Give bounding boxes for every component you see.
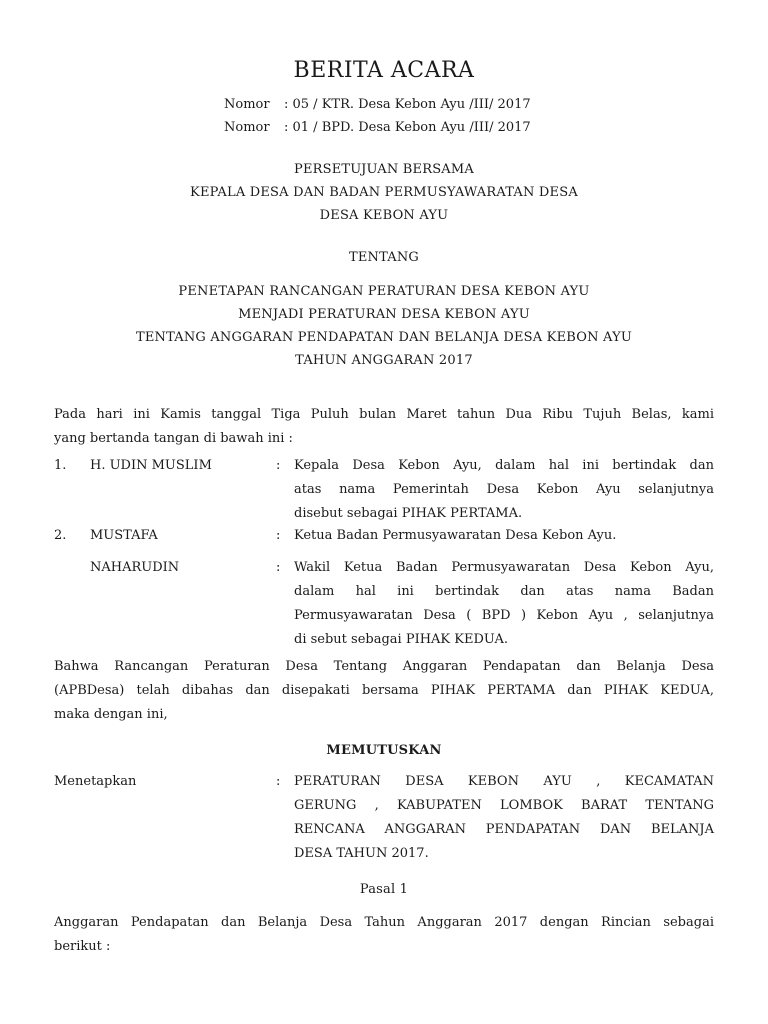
- description-line: PERATURAN DESA KEBON AYU , KECAMATAN: [294, 774, 714, 789]
- topic-line: TAHUN ANGGARAN 2017: [295, 353, 473, 368]
- decision-label: Menetapkan: [54, 774, 137, 789]
- description-line: Kepala Desa Kebon Ayu, dalam hal ini bertindak dan: [294, 458, 714, 473]
- party-description: [294, 454, 714, 526]
- description-line: atas nama Pemerintah Desa Kebon Ayu selanjutnya: [294, 482, 714, 497]
- party-description: [294, 524, 714, 548]
- nomor-value: : 01 / BPD. Desa Kebon Ayu /III/ 2017: [284, 120, 531, 135]
- topic-line: MENJADI PERATURAN DESA KEBON AYU: [238, 307, 530, 322]
- tentang-heading: TENTANG: [348, 250, 420, 265]
- description-line: di sebut sebagai PIHAK KEDUA.: [294, 632, 508, 647]
- nomor-value: : 05 / KTR. Desa Kebon Ayu /III/ 2017: [284, 97, 531, 112]
- paragraph-line: berikut :: [54, 939, 111, 954]
- statement-paragraph: [54, 655, 714, 727]
- pasal-paragraph: [54, 911, 714, 959]
- description-line: RENCANA ANGGARAN PENDAPATAN DAN BELANJA: [294, 822, 714, 837]
- paragraph-line: yang bertanda tangan di bawah ini :: [54, 431, 293, 446]
- nomor-label: Nomor: [224, 120, 270, 135]
- opening-paragraph: [54, 403, 714, 451]
- topic-line: PENETAPAN RANCANGAN PERATURAN DESA KEBON AYU: [178, 284, 590, 299]
- description-line: Wakil Ketua Badan Permusyawaratan Desa Kebon Ayu,: [294, 560, 714, 575]
- party-name: H. UDIN MUSLIM: [90, 458, 212, 473]
- description-line: DESA TAHUN 2017.: [294, 846, 429, 861]
- decision-colon: :: [276, 774, 281, 789]
- party-number: 2.: [54, 528, 67, 543]
- document-title: BERITA ACARA: [293, 58, 475, 83]
- party-colon: :: [276, 458, 281, 473]
- subject-line: PERSETUJUAN BERSAMA: [294, 162, 474, 177]
- party-number: 1.: [54, 458, 67, 473]
- party-colon: :: [276, 528, 281, 543]
- topic-line: TENTANG ANGGARAN PENDAPATAN DAN BELANJA DESA KEBON AYU: [135, 330, 633, 345]
- decision-heading: MEMUTUSKAN: [326, 743, 442, 758]
- decision-description: [294, 770, 714, 866]
- party-name: MUSTAFA: [90, 528, 158, 543]
- description-line: dalam hal ini bertindak dan atas nama Badan: [294, 584, 714, 599]
- party-colon: :: [276, 560, 281, 575]
- subject-line: DESA KEBON AYU: [319, 208, 449, 223]
- nomor-label: Nomor: [224, 97, 270, 112]
- paragraph-line: maka dengan ini,: [54, 707, 168, 722]
- paragraph-line: Anggaran Pendapatan dan Belanja Desa Tahun Anggaran 2017 dengan Rincian sebagai: [54, 915, 714, 930]
- subject-line: KEPALA DESA DAN BADAN PERMUSYAWARATAN DESA: [190, 185, 578, 200]
- description-line: Ketua Badan Permusyawaratan Desa Kebon Ayu.: [294, 528, 617, 543]
- paragraph-line: Bahwa Rancangan Peraturan Desa Tentang Anggaran Pendapatan dan Belanja Desa: [54, 659, 714, 674]
- description-line: Permusyawaratan Desa ( BPD ) Kebon Ayu , selanjutnya: [294, 608, 714, 623]
- pasal-heading: Pasal 1: [359, 882, 409, 897]
- description-line: GERUNG , KABUPATEN LOMBOK BARAT TENTANG: [294, 798, 714, 813]
- party-description: [294, 556, 714, 652]
- paragraph-line: (APBDesa) telah dibahas dan disepakati bersama PIHAK PERTAMA dan PIHAK KEDUA,: [54, 683, 714, 698]
- paragraph-line: Pada hari ini Kamis tanggal Tiga Puluh bulan Maret tahun Dua Ribu Tujuh Belas, kami: [54, 407, 714, 422]
- description-line: disebut sebagai PIHAK PERTAMA.: [294, 506, 523, 521]
- party-name: NAHARUDIN: [90, 560, 180, 575]
